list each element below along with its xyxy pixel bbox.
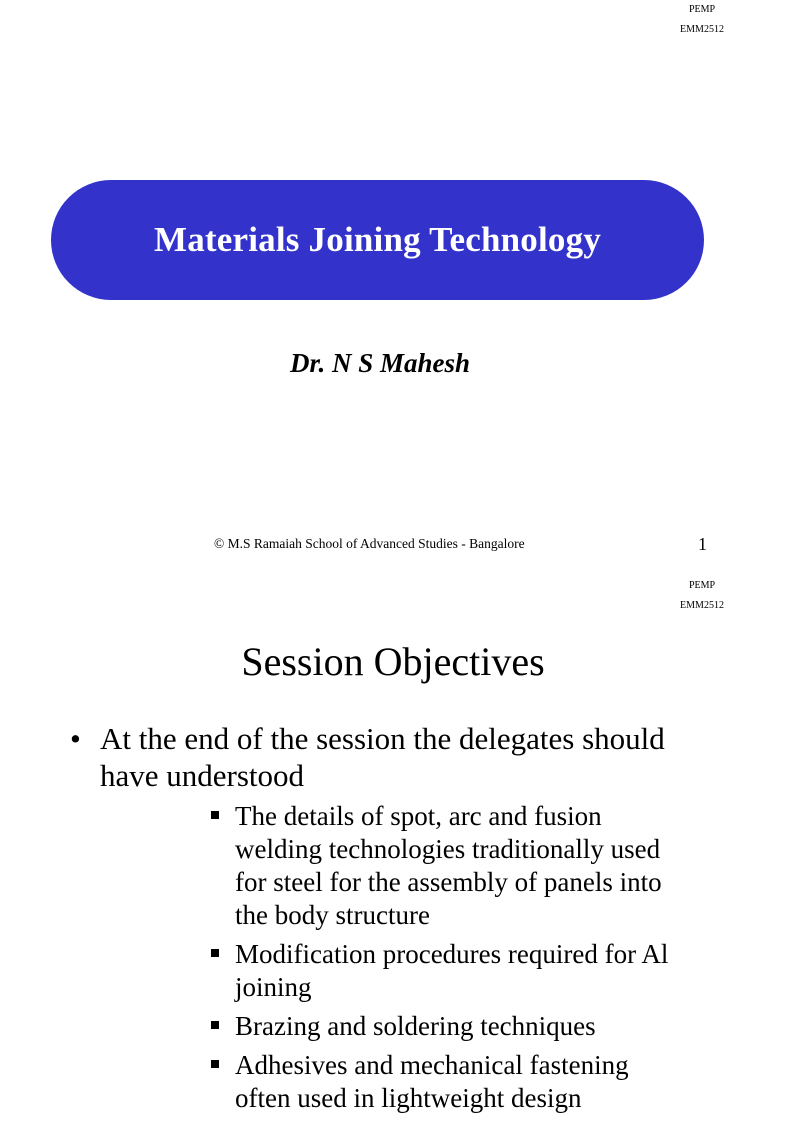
- copyright-notice: © M.S Ramaiah School of Advanced Studies - Bangalore: [214, 536, 525, 551]
- course-code-header: [667, 0, 737, 40]
- square-bullet-icon: [211, 1060, 219, 1068]
- sub-bullet-text: Modification procedures required for Al joining: [235, 939, 669, 1002]
- list-item: [0, 720, 768, 1115]
- sub-list-item: [100, 1010, 728, 1043]
- slide-title: Materials Joining Technology: [153, 220, 602, 259]
- slide-2: [0, 576, 768, 1113]
- bullet-text: At the end of the session the delegates should have understood: [100, 721, 665, 793]
- sub-bullet-text: Brazing and soldering techniques: [235, 1011, 596, 1041]
- program-code: PEMP: [688, 4, 716, 15]
- sub-list-item: [100, 938, 728, 1004]
- program-code: PEMP: [688, 580, 716, 591]
- course-code: EMM2512: [680, 24, 724, 35]
- title-banner: [51, 180, 704, 300]
- objectives-list: [0, 720, 768, 1121]
- course-code-header: [667, 576, 737, 616]
- course-code: EMM2512: [680, 600, 724, 611]
- section-title: Session Objectives: [241, 639, 545, 684]
- square-bullet-icon: [211, 949, 219, 957]
- author-name: Dr. N S Mahesh: [289, 348, 471, 378]
- square-bullet-icon: [211, 811, 219, 819]
- slide-footer: [0, 534, 768, 558]
- sub-bullet-text: The details of spot, arc and fusion welding technologies traditionally used for steel for the assembly of panels into the body structure: [235, 801, 662, 930]
- sub-bullet-text: Adhesives and mechanical fastening often used in lightweight design: [235, 1050, 629, 1113]
- bullet-dot-icon: •: [70, 721, 81, 756]
- square-bullet-icon: [211, 1021, 219, 1029]
- sub-objectives-list: [100, 800, 728, 1115]
- page-number: 1: [698, 534, 707, 554]
- sub-list-item: [100, 800, 728, 932]
- sub-list-item: [100, 1049, 728, 1115]
